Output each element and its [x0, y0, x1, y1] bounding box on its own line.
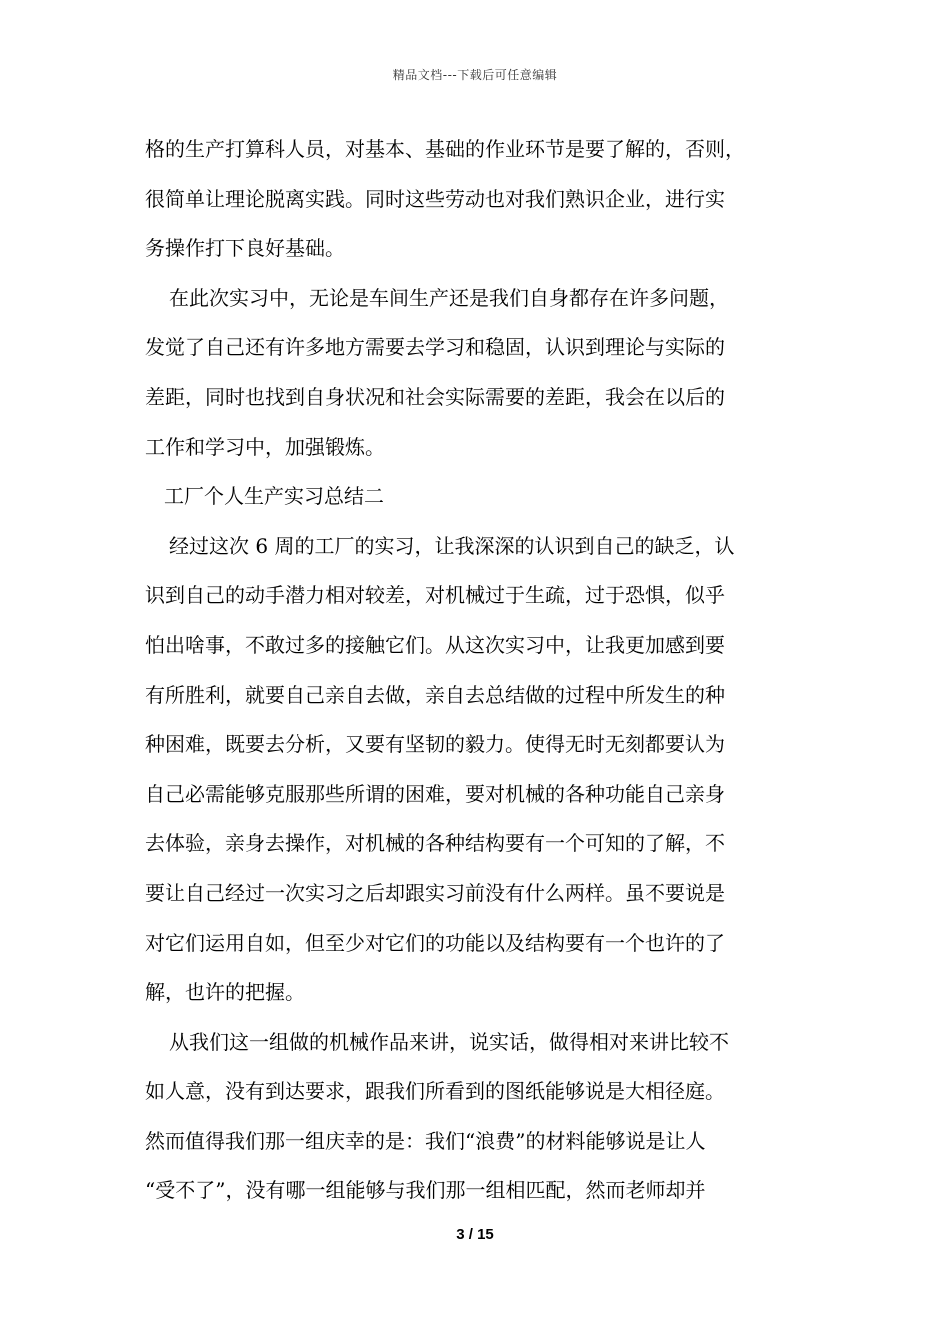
paragraph-1: [145, 125, 813, 274]
text-line: 自己必需能够克服那些所谓的困难，要对机械的各种功能自己亲身: [145, 781, 725, 806]
text-line: 经过这次 6 周的工厂的实习，让我深深的认识到自己的缺乏，认: [169, 533, 735, 558]
text-line: 格的生产打算科人员，对基本、基础的作业环节是要了解的，否则，: [145, 137, 745, 161]
text-line: 很简单让理论脱离实践。同时这些劳动也对我们熟识企业，进行实: [145, 186, 725, 211]
text-line: 识到自己的动手潜力相对较差，对机械过于生疏，过于恐惧，似乎: [145, 583, 725, 608]
text-line: 然而值得我们那一组庆幸的是：我们“浪费”的材料能够说是让人: [145, 1128, 706, 1153]
text-line: 去体验，亲身去操作，对机械的各种结构要有一个可知的了解，不: [145, 831, 725, 856]
page-separator: /: [464, 1226, 478, 1243]
paragraph-2: [145, 274, 813, 472]
text-line: 要让自己经过一次实习之后却跟实习前没有什么两样。虽不要说是: [145, 880, 725, 905]
document-body: [145, 125, 813, 1216]
page-header: 精品文档---下载后可任意编辑: [392, 68, 558, 82]
text-line: “受不了”，没有哪一组能够与我们那一组相匹配，然而老师却并: [145, 1178, 706, 1203]
text-line: 务操作打下良好基础。: [145, 236, 345, 261]
page-number: [0, 1226, 950, 1243]
text-line: 种困难，既要去分析，又要有坚韧的毅力。使得无时无刻都要认为: [145, 732, 725, 757]
text-line: 发觉了自己还有许多地方需要去学习和稳固，认识到理论与实际的: [145, 335, 725, 360]
heading-text: 工厂个人生产实习总结二: [164, 484, 384, 509]
paragraph-4: [145, 1018, 813, 1216]
text-line: 工作和学习中，加强锻炼。: [145, 434, 385, 459]
text-line: 从我们这一组做的机械作品来讲，说实话，做得相对来讲比较不: [169, 1029, 729, 1054]
text-line: 差距，同时也找到自身状况和社会实际需要的差距，我会在以后的: [145, 384, 725, 409]
page-total: 15: [477, 1226, 494, 1243]
text-line: 如人意，没有到达要求，跟我们所看到的图纸能够说是大相径庭。: [145, 1079, 725, 1104]
text-line: 怕出啥事，不敢过多的接触它们。从这次实习中，让我更加感到要: [145, 632, 725, 657]
text-line: 在此次实习中，无论是车间生产还是我们自身都存在许多问题，: [169, 285, 729, 310]
section-heading: [145, 472, 813, 522]
paragraph-3: [145, 522, 813, 1018]
page-current: 3: [456, 1226, 465, 1243]
text-line: 解，也许的把握。: [145, 980, 305, 1005]
text-line: 对它们运用自如，但至少对它们的功能以及结构要有一个也许的了: [145, 930, 725, 955]
text-line: 有所胜利，就要自己亲自去做，亲自去总结做的过程中所发生的种: [145, 682, 725, 707]
